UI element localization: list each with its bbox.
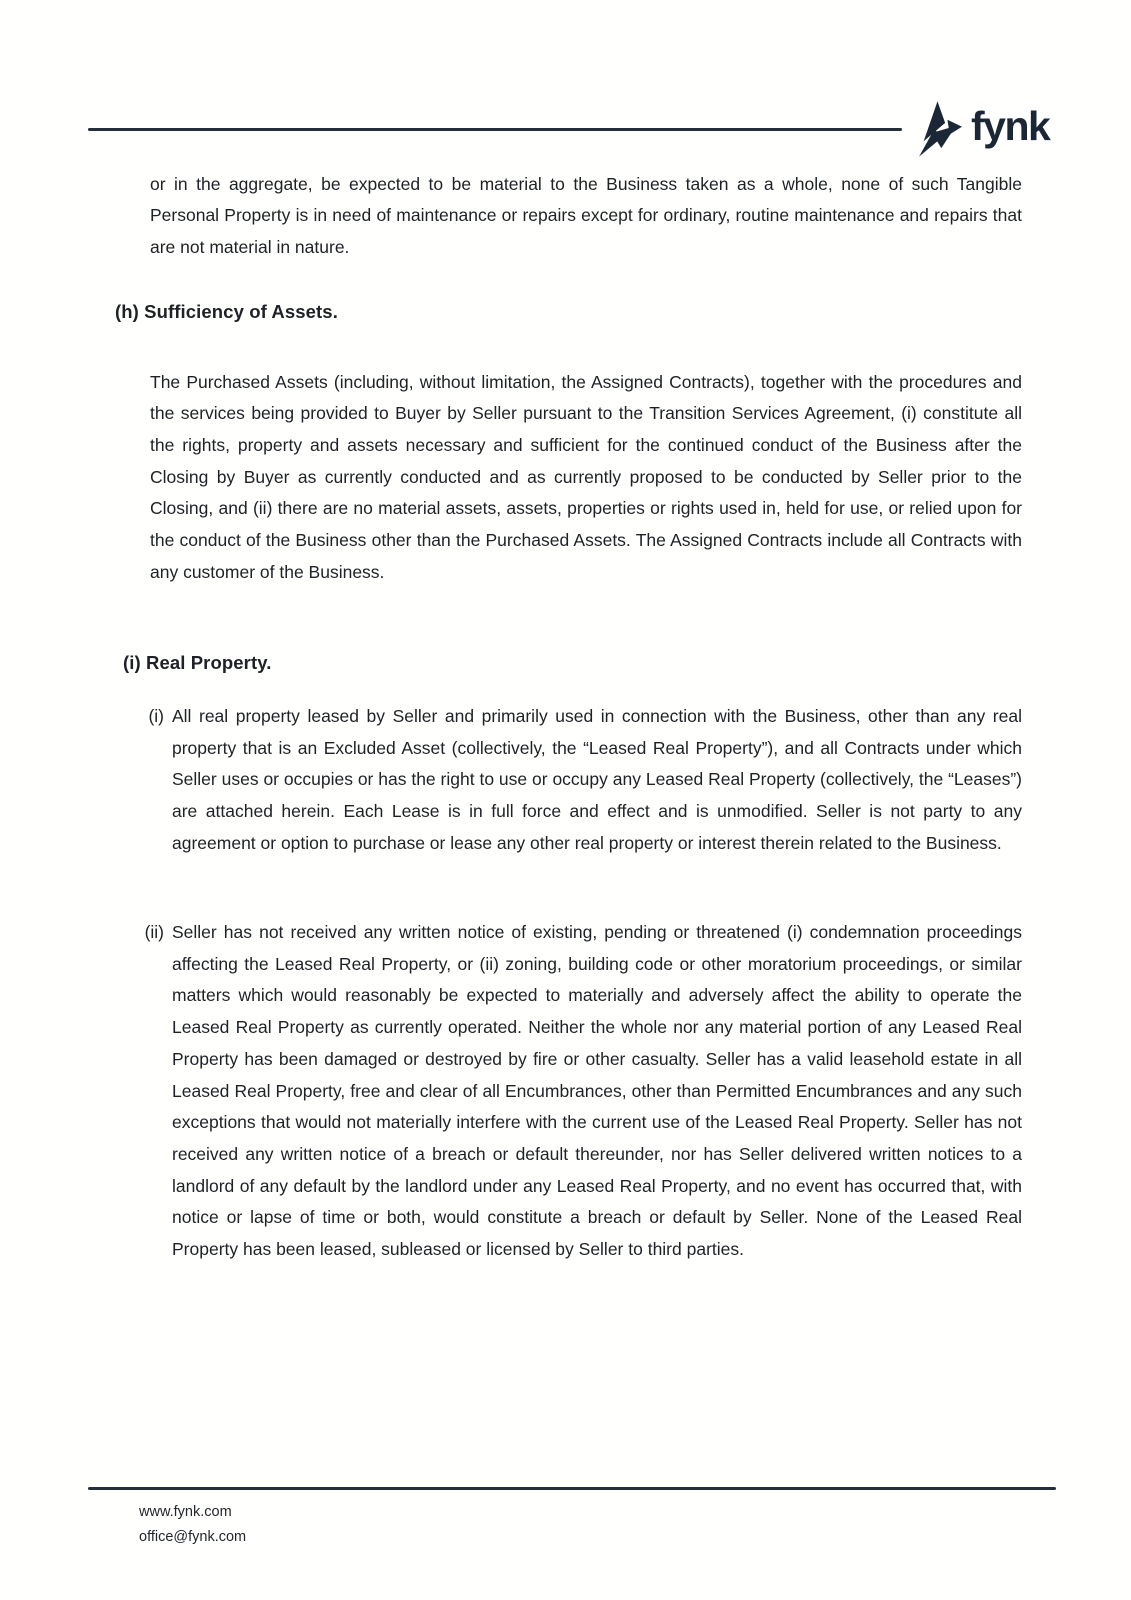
section-i-heading: (i) Real Property. [123,652,272,673]
origami-bird-icon [916,100,962,158]
list-marker: (i) [148,706,164,726]
footer-website: www.fynk.com [139,1504,232,1520]
list-item-ii [88,917,1022,1266]
fynk-logo [916,100,1049,158]
section-h-heading: (h) Sufficiency of Assets. [115,301,338,322]
footer-divider [88,1487,1056,1490]
fynk-wordmark: fynk [971,102,1050,149]
list-marker: (ii) [144,922,164,942]
section-h-paragraph: The Purchased Assets (including, without limitation, the Assigned Contracts), together with the procedures and the services being provided to Buyer by Seller pursuant to the Transition Services Agreement, (i) constitute all the rights, property and assets necessary and sufficient for the continued conduct of the Business after the Closing by Buyer as currently conducted and as currently proposed to be conducted by Seller prior to the Closing, and (ii) there are no material assets, assets, properties or rights used in, held for use, or relied upon for the conduct of the Business other than the Purchased Assets. The Assigned Contracts include all Contracts with any customer of the Business. [150,371,1022,582]
list-item-i [88,701,1022,860]
header-divider [88,128,902,131]
footer-email: office@fynk.com [139,1529,247,1545]
list-text: All real property leased by Seller and primarily used in connection with the Business, other than any real property that is an Excluded Asset (collectively, the “Leased Real Property”), and all Contracts under which Seller uses or occupies or has the right to use or occupy any Leased Real Property (collectively, the “Leases”) are attached herein. Each Lease is in full force and effect and is unmodified. Seller is not party to any agreement or option to purchase or lease any other real property or interest therein related to the Business. [172,706,1022,853]
intro-paragraph: or in the aggregate, be expected to be material to the Business taken as a whole, none of such Tangible Personal Property is in need of maintenance or repairs except for ordinary, routine maintenance and repairs that are not material in nature. [150,173,1022,257]
list-text: Seller has not received any written notice of existing, pending or threatened (i) condemnation proceedings affecting the Leased Real Property, or (ii) zoning, building code or other moratorium proceedings, or similar matters which would reasonably be expected to materially and adversely affect the ability to operate the Leased Real Property as currently operated. Neither the whole nor any material portion of any Leased Real Property has been damaged or destroyed by fire or other casualty. Seller has a valid leasehold estate in all Leased Real Property, free and clear of all Encumbrances, other than Permitted Encumbrances and any such exceptions that would not materially interfere with the current use of the Leased Real Property. Seller has not received any written notice of a breach or default thereunder, nor has Seller delivered written notices to a landlord of any default by the landlord under any Leased Real Property, and no event has occurred that, with notice or lapse of time or both, would constitute a breach or default by Seller. None of the Leased Real Property has been leased, subleased or licensed by Seller to third parties. [172,922,1022,1260]
